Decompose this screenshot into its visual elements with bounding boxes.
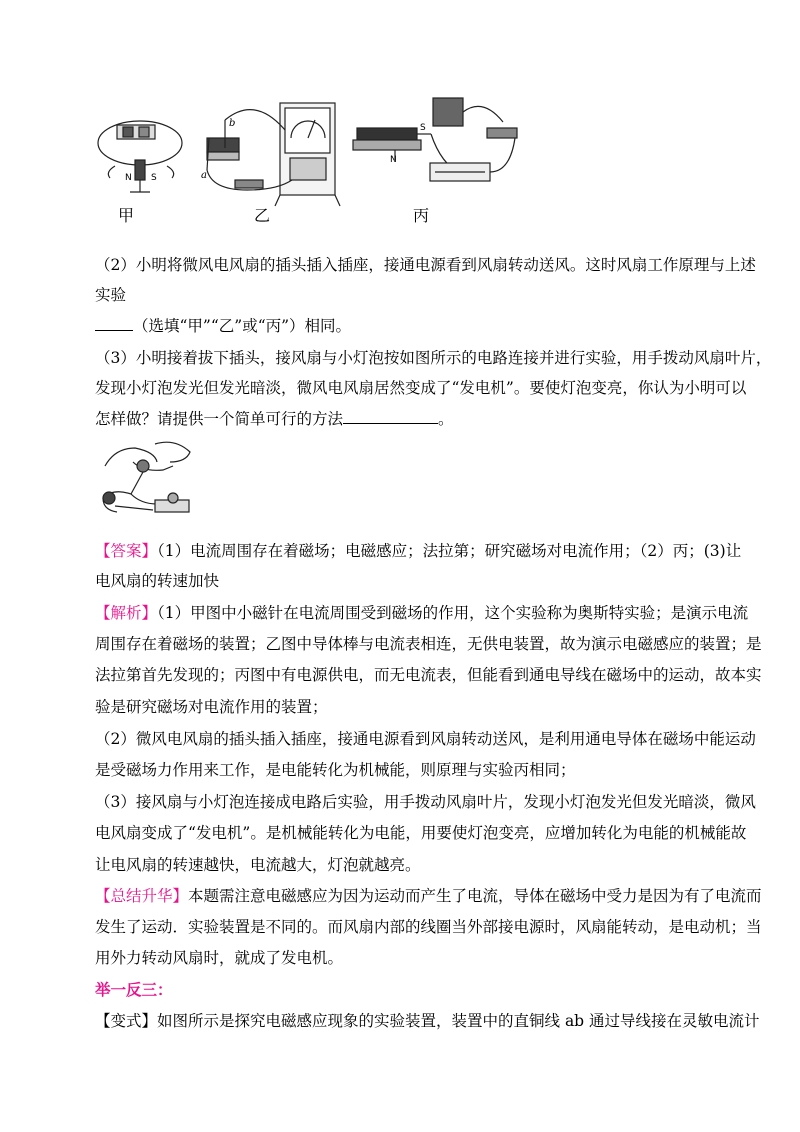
summary-line-1-text: 本题需注意电磁感应为因为运动而产生了电流，导体在磁场中受力是因为有了电流而: [188, 887, 762, 905]
figure-bing-motor: [353, 98, 517, 181]
q3-line-3: [95, 409, 454, 429]
analysis-line-4: 验是研究磁场对电流作用的装置；: [95, 698, 328, 716]
figure-letter-n2: N: [390, 155, 397, 165]
analysis-line-8: 电风扇变成了“发电机”。是机械能转化为电能，用要使灯泡变亮，应增加转化为电能的机械能故: [95, 824, 747, 842]
variant-line-1-text: 如图所示是探究电磁感应现象的实验装置，装置中的直铜线 ab 通过导线接在灵敏电流计: [157, 1012, 760, 1030]
q2-line-3-text: （选填“甲”“乙”或“丙”）相同。: [133, 317, 352, 335]
q2-line-3: [95, 316, 351, 336]
summary-line-3: 用外力转动风扇时，就成了发电机。: [95, 949, 344, 967]
analysis-line-1-text: （1）甲图中小磁针在电流周围受到磁场的作用，这个实验称为奥斯特实验；是演示电流: [157, 604, 749, 622]
q2-line-1: （2）小明将微风电风扇的插头插入插座，接通电源看到风扇转动送风。这时风扇工作原理与上述: [95, 256, 756, 274]
figure-label-bing: 丙: [413, 206, 430, 225]
variant-line-1: [95, 1011, 760, 1031]
figure-label-jia: 甲: [118, 206, 135, 225]
analysis-line-7: （3）接风扇与小灯泡连接成电路后实验，用手拨动风扇叶片，发现小灯泡发光但发光暗淡，微风: [95, 793, 756, 811]
variant-tag: 【变式】: [95, 1012, 158, 1030]
answer-line-1: [95, 541, 741, 561]
analysis-line-2: 周围存在着磁场的装置；乙图中导体棒与电流表相连，无供电装置，故为演示电磁感应的装置；是: [95, 635, 762, 653]
figure-jia-oersted: [98, 121, 182, 192]
section-title: 举一反三：: [95, 980, 173, 999]
summary-line-1: [95, 886, 762, 906]
q3-line-3-text: 怎样做？请提供一个简单可行的方法: [95, 410, 344, 428]
figure-letter-n1: N: [125, 173, 132, 183]
q3-line-1: （3）小明接着拔下插头，接风扇与小灯泡按如图所示的电路连接并进行实验，用手拨动风扇叶片，: [95, 349, 772, 367]
experiment-figures: [95, 88, 525, 230]
figure-letter-a: a: [201, 170, 207, 181]
figure-letter-b: b: [229, 118, 236, 129]
answer-line-2: 电风扇的转速加快: [95, 572, 220, 590]
figure-letter-s2: S: [420, 123, 426, 133]
q3-line-2: 发现小灯泡发光但发光暗淡，微风电风扇居然变成了“发电机”。要使灯泡变亮，你认为小明可以: [95, 379, 747, 397]
figure-letter-s1: S: [151, 173, 157, 183]
figure-label-yi: 乙: [254, 206, 271, 225]
analysis-line-3: 法拉第首先发现的；丙图中有电源供电，而无电流表，但能看到通电导线在磁场中的运动，故本实: [95, 666, 762, 684]
figure-yi-induction: [207, 103, 340, 206]
fan-bulb-figure: [95, 436, 205, 526]
analysis-line-5: （2）微风电风扇的插头插入插座，接通电源看到风扇转动送风，是利用通电导体在磁场中能运动: [95, 730, 756, 748]
analysis-line-1: [95, 603, 748, 623]
answer-line-1-text: （1）电流周围存在着磁场；电磁感应；法拉第；研究磁场对电流作用；（2）丙；(3)让: [157, 542, 742, 560]
summary-tag: 【总结升华】: [95, 887, 189, 905]
answer-tag: 【答案】: [95, 542, 158, 560]
summary-line-2: 发生了运动．实验装置是不同的。而风扇内部的线圈当外部接电源时，风扇能转动，是电动机；当: [95, 918, 762, 936]
analysis-line-9: 让电风扇的转速越快，电流越大，灯泡就越亮。: [95, 856, 421, 874]
q3-line-3-end: 。: [438, 410, 454, 428]
analysis-line-6: 是受磁场力作用来工作，是电能转化为机械能，则原理与实验丙相同；: [95, 761, 576, 779]
q2-line-2: 实验: [95, 286, 127, 304]
q3-answer-blank: [343, 409, 438, 424]
analysis-tag: 【解析】: [95, 604, 158, 622]
q2-answer-blank: [95, 316, 133, 331]
